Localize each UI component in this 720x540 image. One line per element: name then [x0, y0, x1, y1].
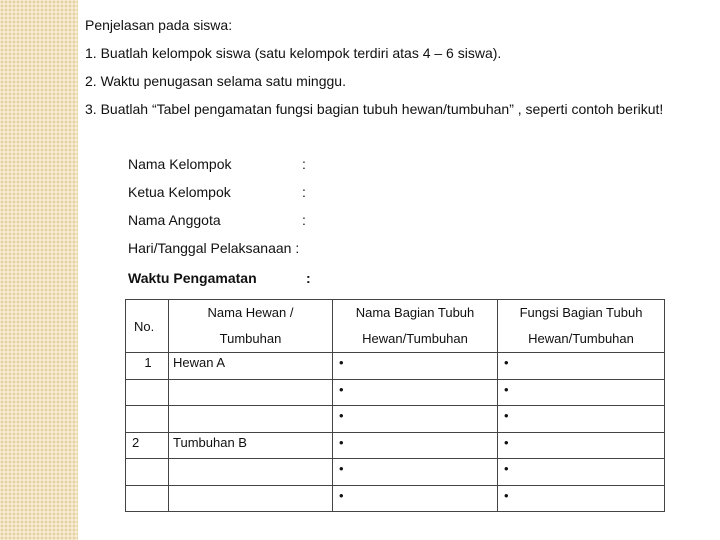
header-line: Fungsi Bagian Tubuh: [519, 305, 643, 320]
cell-no: [126, 379, 169, 406]
cell-name: Tumbuhan B: [169, 432, 333, 459]
cell-bullet: •: [333, 459, 498, 486]
cell-no: [126, 406, 169, 433]
cell-bullet: •: [333, 406, 498, 433]
cell-no: [126, 485, 169, 512]
cell-bullet: •: [498, 459, 665, 486]
field-colon: :: [302, 184, 306, 200]
header-fungsi-bagian: [498, 300, 665, 353]
cell-bullet: •: [333, 379, 498, 406]
field-label: Nama Kelompok: [128, 156, 232, 172]
field-label: Hari/Tanggal Pelaksanaan :: [128, 240, 300, 256]
header-nama-hewan: [169, 300, 333, 353]
instruction-item-2: 2. Waktu penugasan selama satu minggu.: [85, 73, 346, 89]
table-row: [126, 353, 665, 380]
instruction-item-3: 3. Buatlah “Tabel pengamatan fungsi bagian tubuh hewan/tumbuhan” , seperti contoh berikut!: [85, 101, 664, 117]
header-line: Nama Bagian Tubuh: [355, 305, 475, 320]
field-label: Ketua Kelompok: [128, 184, 231, 200]
table-row: [126, 406, 665, 433]
cell-name: [169, 485, 333, 512]
table-header-row: [126, 300, 665, 353]
table-row: [126, 432, 665, 459]
header-line: Nama Hewan /: [207, 305, 294, 320]
cell-bullet: •: [498, 406, 665, 433]
table-row: [126, 485, 665, 512]
field-label: Waktu Pengamatan: [128, 270, 257, 286]
header-nama-bagian: [333, 300, 498, 353]
field-colon: :: [302, 156, 306, 172]
cell-name: [169, 459, 333, 486]
cell-bullet: •: [498, 485, 665, 512]
header-no: No.: [126, 300, 169, 353]
field-label: Nama Anggota: [128, 212, 221, 228]
header-line: Hewan/Tumbuhan: [362, 331, 468, 346]
decorative-side-panel: [0, 0, 78, 540]
cell-name: Hewan A: [169, 353, 333, 380]
cell-name: [169, 406, 333, 433]
cell-name: [169, 379, 333, 406]
observation-table: [125, 299, 665, 512]
cell-no: [126, 459, 169, 486]
cell-bullet: •: [333, 432, 498, 459]
field-colon: :: [306, 270, 311, 286]
cell-bullet: •: [333, 353, 498, 380]
table-row: [126, 459, 665, 486]
cell-bullet: •: [498, 379, 665, 406]
cell-bullet: •: [498, 353, 665, 380]
cell-no: 2: [126, 432, 169, 459]
field-colon: :: [302, 212, 306, 228]
cell-no: 1: [126, 353, 169, 380]
header-line: Hewan/Tumbuhan: [528, 331, 634, 346]
instructions-heading: Penjelasan pada siswa:: [85, 17, 233, 33]
table-row: [126, 379, 665, 406]
instruction-item-1: 1. Buatlah kelompok siswa (satu kelompok terdiri atas 4 – 6 siswa).: [85, 45, 502, 61]
cell-bullet: •: [498, 432, 665, 459]
cell-bullet: •: [333, 485, 498, 512]
header-line: Tumbuhan: [219, 331, 282, 346]
